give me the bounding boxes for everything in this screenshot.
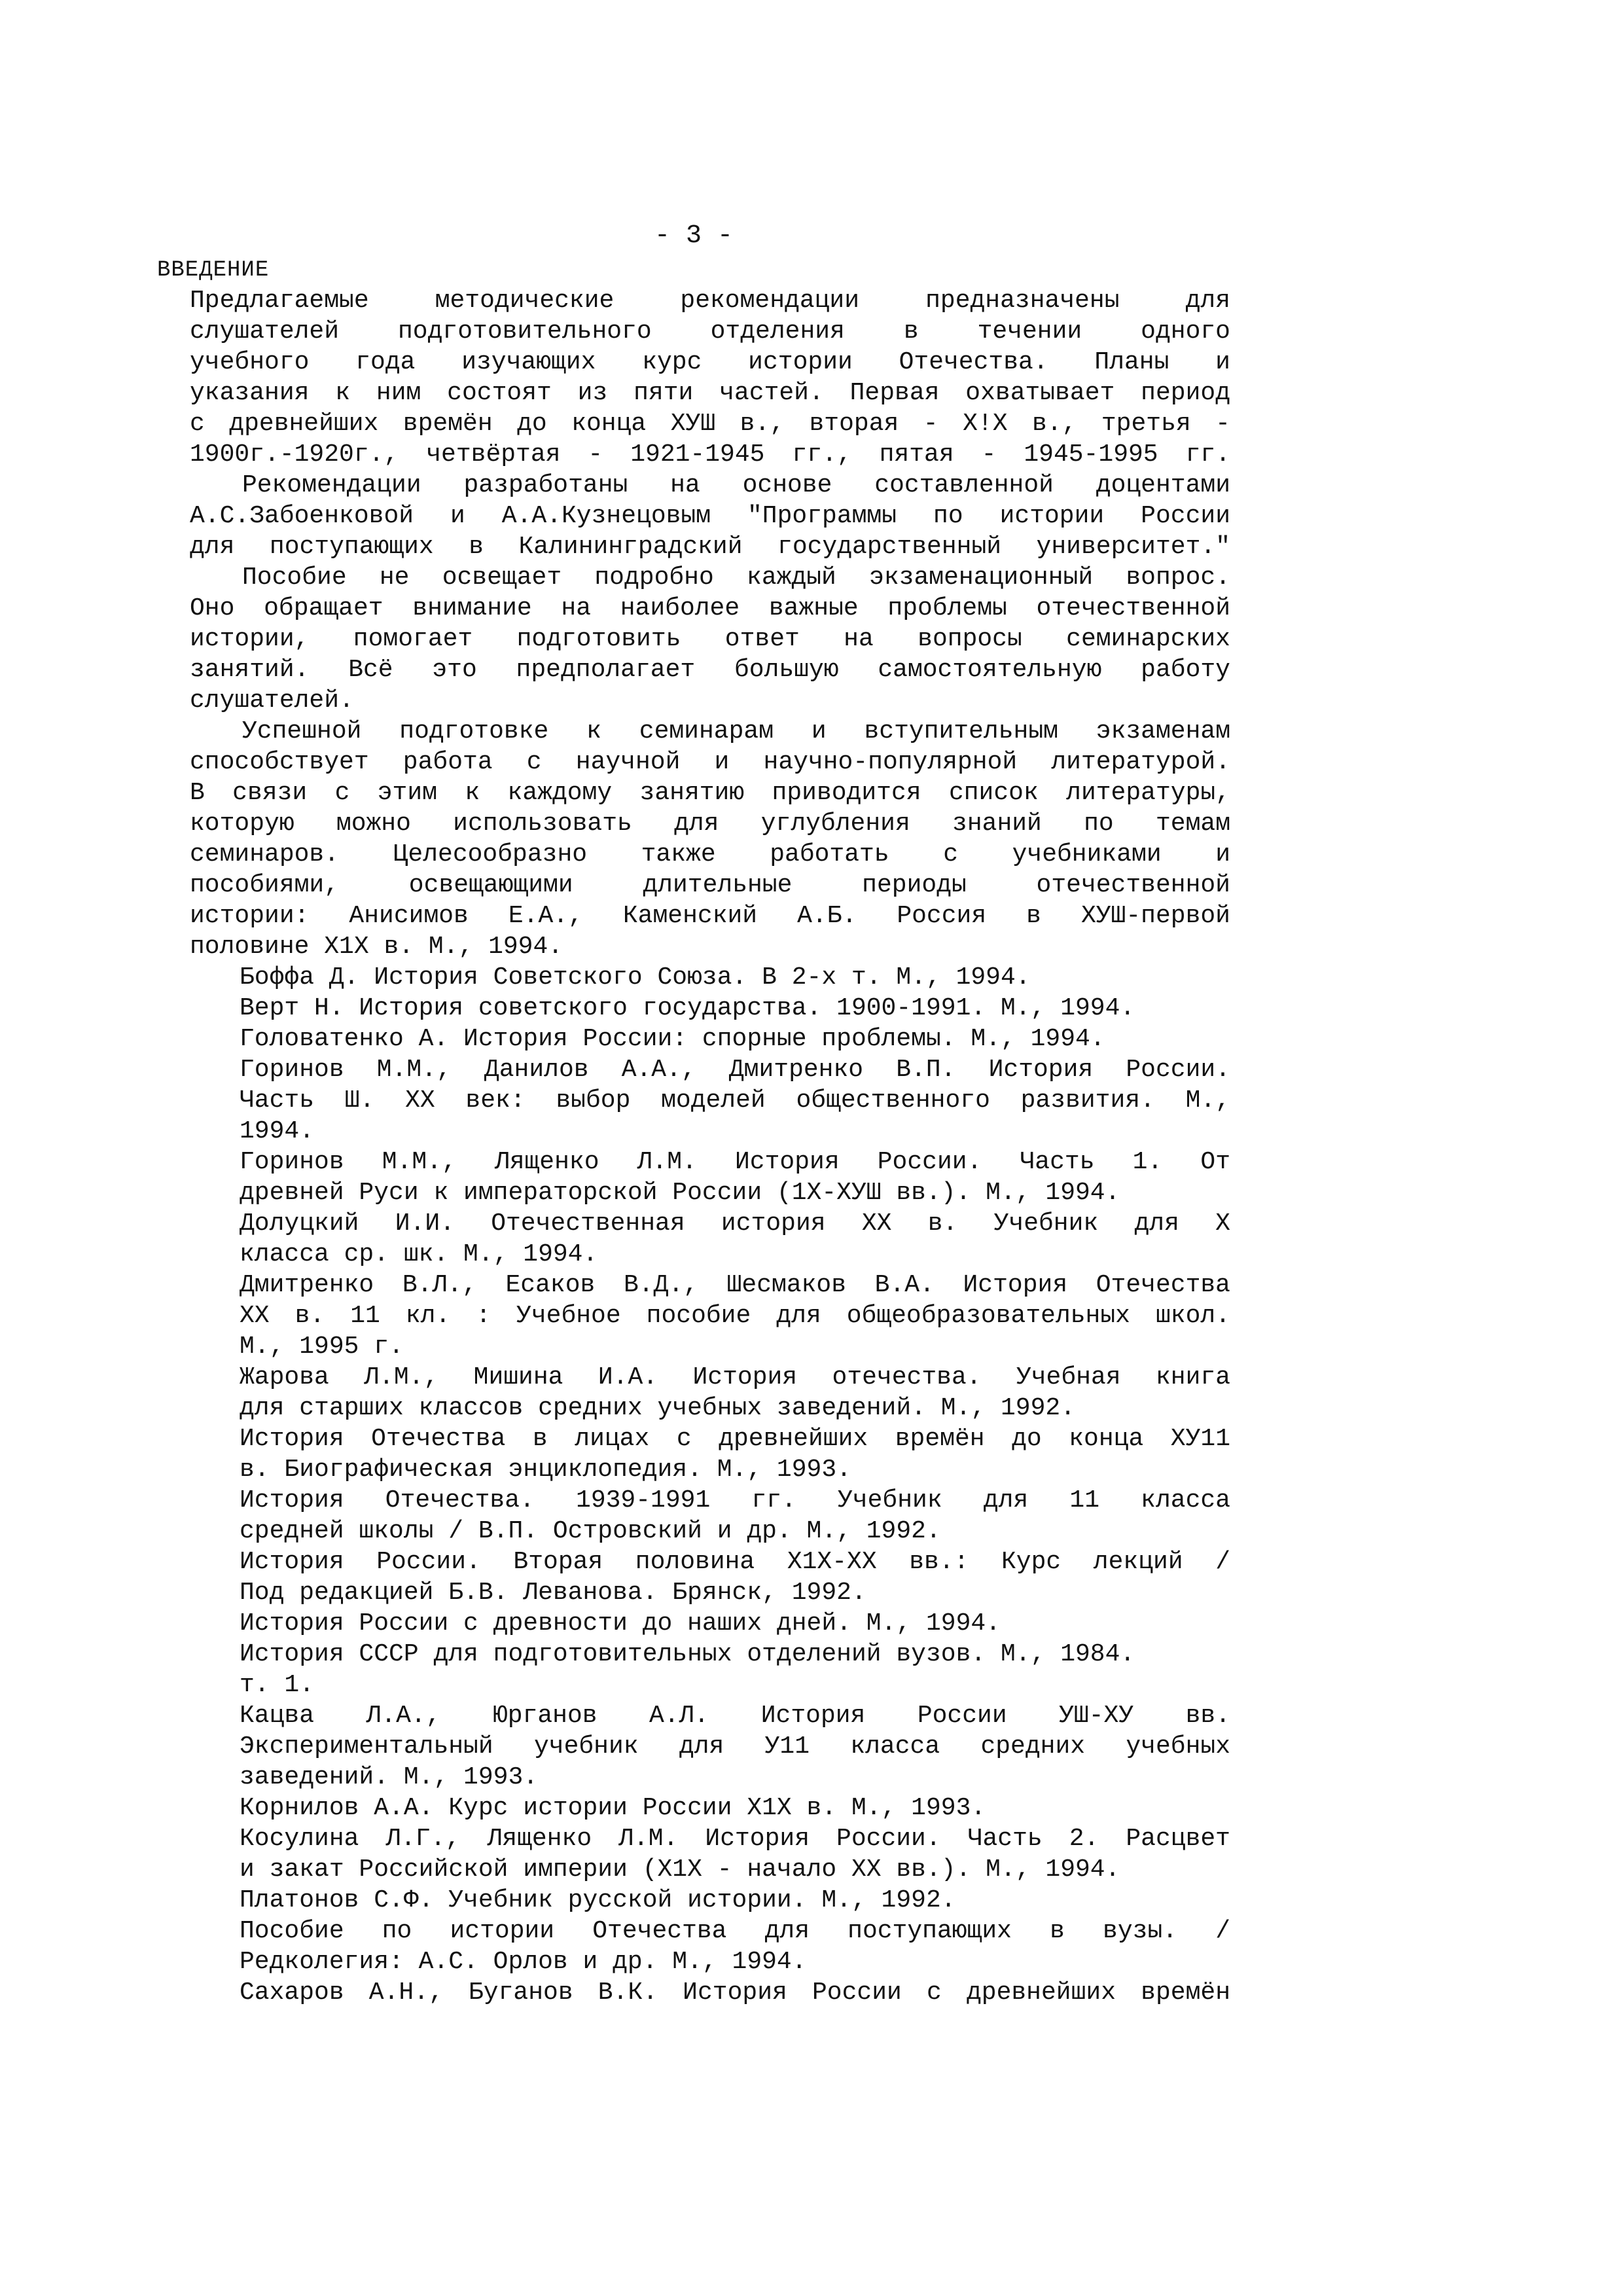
text-line: ХХ в. 11 кл. : Учебное пособие для общеобразовательных школ. [240,1302,1230,1330]
section-heading: ВВЕДЕНИЕ [157,258,270,283]
text-line: История России с древности до наших дней. М., 1994. [240,1609,1001,1638]
text-line: Боффа Д. История Советского Союза. В 2-х т. М., 1994. [240,963,1031,992]
text-line: Пособие по истории Отечества для поступающих в вузы. / [240,1917,1230,1945]
text-line: способствует работа с научной и научно-популярной литературой. [190,748,1230,776]
text-line: истории: Анисимов Е.А., Каменский А.Б. Россия в ХУШ-первой [190,902,1230,930]
text-line: Успешной подготовке к семинарам и вступительным экзаменам [242,717,1230,745]
text-line: с древнейших времён до конца ХУШ в., вторая - Х!Х в., третья - [190,410,1230,438]
text-line: Кацва Л.А., Юрганов А.Л. История России УШ-ХУ вв. [240,1702,1230,1730]
text-line: слушателей. [190,687,354,715]
text-line: Горинов М.М., Лященко Л.М. История России. Часть 1. От [240,1148,1230,1176]
page-number: - 3 - [654,221,734,251]
text-line: Жарова Л.М., Мишина И.А. История отечества. Учебная книга [240,1363,1230,1391]
text-line: М., 1995 г. [240,1333,404,1361]
text-line: Под редакцией Б.В. Леванова. Брянск, 1992. [240,1579,866,1607]
text-line: Рекомендации разработаны на основе составленной доцентами [242,471,1230,499]
text-line: заведений. М., 1993. [240,1763,539,1791]
text-line: учебного года изучающих курс истории Отечества. Планы и [190,348,1230,376]
text-line: Редколегия: А.С. Орлов и др. М., 1994. [240,1948,807,1976]
text-line: Сахаров А.Н., Буганов В.К. История России с древнейших времён [240,1979,1230,2007]
text-line: т. 1. [240,1671,315,1699]
text-line: Пособие не освещает подробно каждый экзаменационный вопрос. [242,564,1230,592]
text-line: Головатенко А. История России: спорные проблемы. М., 1994. [240,1025,1105,1053]
text-line: Часть Ш. ХХ век: выбор моделей общественного развития. М., [240,1086,1230,1115]
text-line: История России. Вторая половина Х1Х-ХХ вв.: Курс лекций / [240,1548,1230,1576]
text-line: класса ср. шк. М., 1994. [240,1240,598,1268]
text-line: для поступающих в Калининградский государственный университет." [190,533,1230,561]
text-line: Верт Н. История советского государства. 1900-1991. М., 1994. [240,994,1135,1022]
text-line: пособиями, освещающими длительные периоды отечественной [190,871,1230,899]
text-line: для старших классов средних учебных заведений. М., 1992. [240,1394,1076,1422]
text-line: Экспериментальный учебник для У11 класса средних учебных [240,1732,1230,1761]
text-line: и закат Российской империи (Х1Х - начало ХХ вв.). М., 1994. [240,1856,1120,1884]
text-line: 1994. [240,1117,315,1145]
text-line: Корнилов А.А. Курс истории России Х1Х в. М., 1993. [240,1794,986,1822]
document-body [190,285,1230,2008]
text-line: которую можно использовать для углубления знаний по темам [190,810,1230,838]
text-line: занятий. Всё это предполагает большую самостоятельную работу [190,656,1230,684]
text-line: Платонов С.Ф. Учебник русской истории. М., 1992. [240,1886,956,1914]
text-line: В связи с этим к каждому занятию приводится список литературы, [190,779,1230,807]
text-line: Дмитренко В.Л., Есаков В.Д., Шесмаков В.А. История Отечества [240,1271,1230,1299]
text-line: История Отечества. 1939-1991 гг. Учебник для 11 класса [240,1486,1230,1515]
text-line: указания к ним состоят из пяти частей. Первая охватывает период [190,379,1230,407]
text-line: Оно обращает внимание на наиболее важные проблемы отечественной [190,594,1230,622]
text-line: А.С.Забоенковой и А.А.Кузнецовым "Программы по истории России [190,502,1230,530]
text-line: истории, помогает подготовить ответ на вопросы семинарских [190,625,1230,653]
text-line: средней школы / В.П. Островский и др. М., 1992. [240,1517,941,1545]
text-line: Косулина Л.Г., Лященко Л.М. История России. Часть 2. Расцвет [240,1825,1230,1853]
text-line: История Отечества в лицах с древнейших времён до конца ХУ11 [240,1425,1230,1453]
text-line: в. Биографическая энциклопедия. М., 1993. [240,1456,851,1484]
text-line: семинаров. Целесообразно также работать с учебниками и [190,840,1230,869]
text-line: Предлагаемые методические рекомендации предназначены для [190,287,1230,315]
text-line: древней Руси к императорской России (1Х-ХУШ вв.). М., 1994. [240,1179,1120,1207]
text-line: История СССР для подготовительных отделений вузов. М., 1984. [240,1640,1135,1668]
text-line: 1900г.-1920г., четвёртая - 1921-1945 гг., пятая - 1945-1995 гг. [190,440,1230,469]
text-line: слушателей подготовительного отделения в течении одного [190,317,1230,346]
text-line: Горинов М.М., Данилов А.А., Дмитренко В.П. История России. [240,1056,1230,1084]
text-line: Долуцкий И.И. Отечественная история ХХ в. Учебник для Х [240,1210,1230,1238]
text-line: половине Х1Х в. М., 1994. [190,933,563,961]
